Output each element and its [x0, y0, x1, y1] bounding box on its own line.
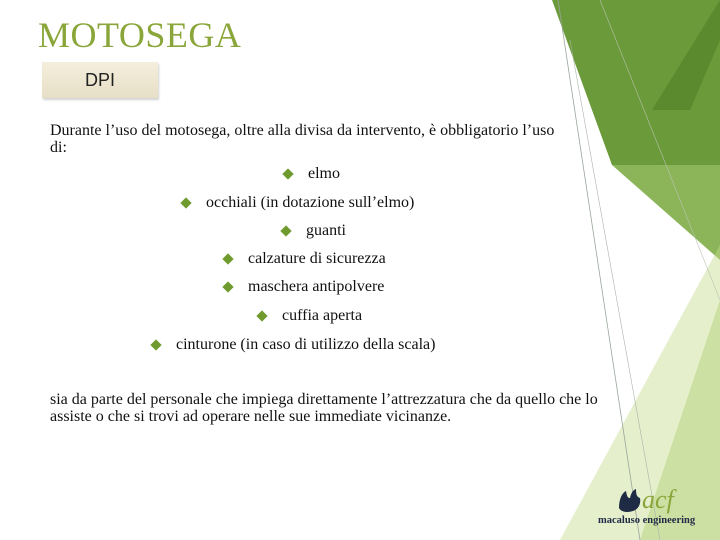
list-item-elmo	[284, 165, 340, 183]
diamond-bullet-icon	[282, 168, 293, 179]
list-item-label: elmo	[308, 165, 340, 182]
diamond-bullet-icon	[150, 339, 161, 350]
list-item-label: cinturone (in caso di utilizzo della scala)	[176, 336, 436, 353]
list-item-label: calzature di sicurezza	[248, 250, 386, 267]
list-item-guanti	[282, 222, 346, 240]
list-item-occhiali	[182, 194, 414, 212]
diamond-bullet-icon	[222, 281, 233, 292]
list-item-label: occhiali (in dotazione sull’elmo)	[206, 194, 415, 211]
logo-mark-text: acf	[642, 485, 674, 514]
intro-paragraph: Durante l’uso del motosega, oltre alla divisa da intervento, è obbligatorio l’uso di:	[50, 122, 555, 156]
hand-logo-icon	[616, 488, 644, 514]
dpi-label: DPI	[42, 62, 158, 98]
diamond-bullet-icon	[256, 310, 267, 321]
diamond-bullet-icon	[180, 197, 191, 208]
company-logo	[598, 486, 710, 530]
list-item-calzature	[224, 250, 386, 268]
logo-company-name: macaluso engineering	[598, 515, 696, 526]
diamond-bullet-icon	[222, 253, 233, 264]
diamond-bullet-icon	[280, 225, 291, 236]
closing-paragraph: sia da parte del personale che impiega direttamente l’attrezzatura che da quello che lo assiste o che si trovi ad operare nelle sue immediate vicinanze.	[50, 391, 598, 425]
list-item-label: guanti	[306, 222, 346, 239]
slide-title: MOTOSEGA	[38, 15, 242, 55]
list-item-label: maschera antipolvere	[248, 278, 385, 295]
list-item-maschera	[224, 278, 384, 296]
list-item-cinturone	[152, 336, 435, 354]
list-item-label: cuffia aperta	[282, 307, 363, 324]
list-item-cuffia	[258, 307, 362, 325]
